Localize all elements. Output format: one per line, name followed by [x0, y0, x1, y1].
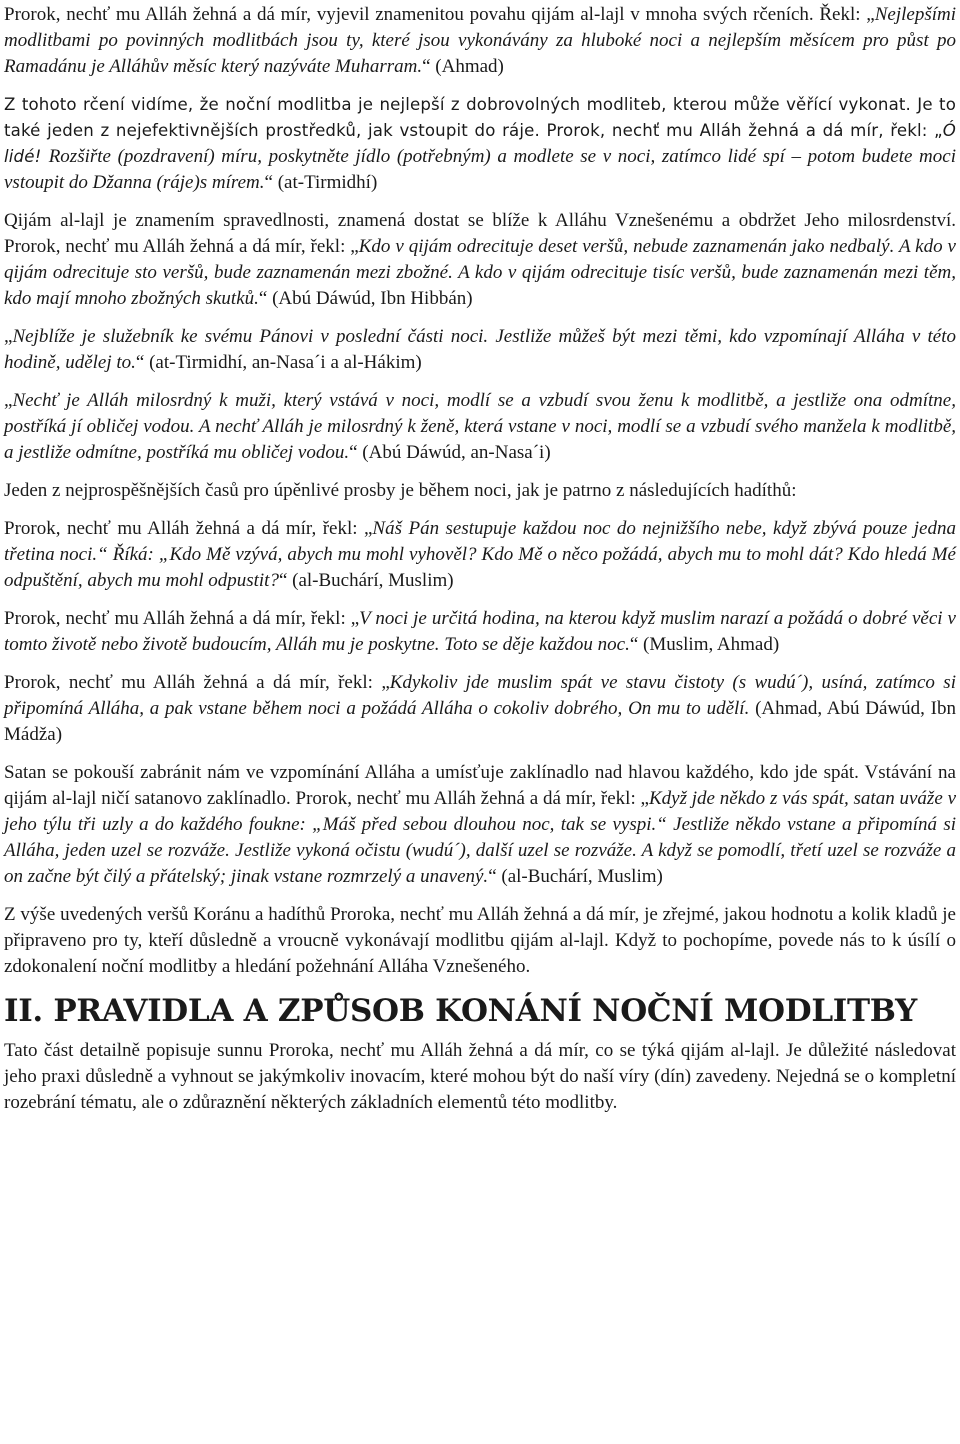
hadith-source: (Ahmad, Abú Dáwúd, Ibn Mádža) [4, 698, 956, 745]
hadith-quote: Nejblíže je služebník ke svému Pánovi v poslední části noci. Jestliže můžeš být mezi těmi, kdo vzpomínají Alláha v této hodině, udělej to. [4, 326, 956, 373]
text: Tato část detailně popisuje sunnu Proroka, nechť mu Alláh žehná a dá mír, co se týká qijám al-lajl. Je důležité následovat jeho praxi důsledně a vyhnout se jakýmkoliv inovacím, které mohou být do naší víry (dín) zavedeny. Nejedná se o kompletní rozebrání tématu, ale o zdůraznění některých základních elementů této modlitby. [4, 1040, 956, 1113]
paragraph-lord-descends [4, 516, 956, 594]
hadith-quote: Kdo v qijám odrecituje deset veršů, nebude zaznamenán jako nedbalý. A kdo v qijám odrecituje sto veršů, bude zaznamenán mezi zbožné. A kdo v qijám odrecituje tisíc veršů, bude zaznamenán mezi těm, kdo mají mnoho zbožných skutků. [4, 236, 956, 309]
paragraph-certain-hour [4, 606, 956, 658]
paragraph-section-intro [4, 1038, 956, 1116]
hadith-quote: Když jde někdo z vás spát, satan uváže v jeho týlu tři uzly a do každého foukne: „Máš před sebou dlouhou noc, tak se vyspi.“ Jestliže někdo vstane a připomíná si Alláha, jeden uzel se rozváže. Jestliže vykoná očistu (wudú´), další uzel se rozváže. A když se pomodlí, třetí uzel se rozváže a on začne být čilý a přátelský; jinak vstane rozmrzelý a unavený. [4, 788, 957, 887]
hadith-source: “ (Abú Dáwúd, Ibn Hibbán) [258, 288, 473, 309]
hadith-source: “ (at-Tirmidhí, an-Nasa´i a al-Hákim) [135, 352, 422, 373]
paragraph-satan-knots [4, 760, 956, 890]
text-intro: Z tohoto rčení vidíme, že noční modlitba je nejlepší z dobrovolných modliteb, kterou může věřící vykonat. Je to také jeden z nejefektivnějších prostředků, jak vstoupit do ráje. Prorok, nechť mu Alláh žehná a dá mír, řekl: „ [4, 95, 956, 140]
hadith-quote: Kdykoliv jde muslim spát ve stavu čistoty (s wudú´), usíná, zatímco si připomíná Alláha, a pak vstane během noci a požádá Alláha o cokoliv dobrého, On mu to udělí. [4, 672, 956, 719]
paragraph-closest-to-lord [4, 324, 956, 376]
paragraph-conclusion [4, 902, 956, 980]
hadith-quote: Nejlepšími modlitbami po povinných modlitbách jsou ty, které jsou vykonávány za hluboké noci a nejlepším měsícem pro půst po Ramadánu je Alláhův měsíc který nazýváte Muharram. [4, 4, 956, 77]
hadith-source: “ (al-Buchárí, Muslim) [488, 866, 663, 887]
paragraph-best-voluntary-prayer [4, 92, 956, 196]
hadith-source: “ (al-Buchárí, Muslim) [278, 570, 454, 591]
paragraph-mercy-on-spouses [4, 388, 956, 466]
hadith-quote: V noci je určitá hodina, na kterou když muslim narazí a požádá o dobré věci v tomto životě nebo životě budoucím, Alláh mu je poskytne. Toto se děje každou noc. [4, 608, 956, 655]
hadith-quote: Nechť je Alláh milosrdný k muži, který vstává v noci, modlí se a vzbudí svou ženu k modlitbě, a jestliže ona odmítne, postříká jí obličej vodou. A nechť Alláh je milosrdný k ženě, která vstane v noci, modlí se a vzbudí svého manžela k modlitbě, a jestliže odmítne, postříká mu obličej vodou. [4, 390, 956, 463]
paragraph-sleep-in-purity [4, 670, 956, 748]
text-intro: Qijám al-lajl je znamením spravedlnosti, znamená dostat se blíže k Alláhu Vznešenému a obdržet Jeho milosrdenství. Prorok, nechť mu Alláh žehná a dá mír, řekl: „ [4, 210, 956, 257]
text-intro: Prorok, nechť mu Alláh žehná a dá mír, vyjevil znamenitou povahu qijám al-lajl v mnoha svých rčeních. Řekl: „ [4, 4, 875, 25]
text: Z výše uvedených veršů Koránu a hadíthů Proroka, nechť mu Alláh žehná a dá mír, je zřejmé, jakou hodnotu a kolik kladů je připraveno pro ty, kteří důsledně a vroucně vykonávají modlitbu qijám al-lajl. Když to pochopíme, povede nás to k úsílí o zdokonalení noční modlitby a hledání požehnání Alláha Vznešeného. [4, 904, 956, 977]
hadith-source: “ (at-Tirmidhí) [264, 172, 378, 193]
text-intro: Prorok, nechť mu Alláh žehná a dá mír, řekl: „ [4, 672, 390, 693]
quote-open: „ [4, 326, 13, 347]
hadith-source: “ (Ahmad) [422, 56, 504, 77]
quote-open: „ [4, 390, 13, 411]
text-intro: Prorok, nechť mu Alláh žehná a dá mír, řekl: „ [4, 518, 373, 539]
text-intro: Satan se pokouší zabránit nám ve vzpomínání Alláha a umísťuje zaklínadlo nad hlavou každého, kdo jde spát. Vstávání na qijám al-lajl ničí satanovo zaklínadlo. Prorok, nechť mu Alláh žehná a dá mír, řekl: „ [4, 762, 956, 809]
text: Jeden z nejprospěšnějších časů pro úpěnlivé prosby je během noci, jak je patrno z následujících hadíthů: [4, 480, 797, 501]
hadith-quote-exclamation: Ó lidé! [4, 121, 956, 166]
text-intro: Prorok, nechť mu Alláh žehná a dá mír, řekl: „ [4, 608, 360, 629]
paragraph-sign-of-righteousness [4, 208, 956, 312]
hadith-source: “ (Abú Dáwúd, an-Nasa´i) [349, 442, 551, 463]
hadith-quote: Náš Pán sestupuje každou noc do nejnižšího nebe, když zbývá pouze jedna třetina noci.“ Říká: „Kdo Mě vzývá, abych mu mohl vyhověl? Kdo Mě o něco požádá, abych mu to mohl dát? Kdo hledá Mé odpuštění, abych mu mohl odpustit? [4, 518, 956, 591]
hadith-quote: Rozšiřte (pozdravení) míru, poskytněte jídlo (potřebným) a modlete se v noci, zatímco lidé spí – potom budete moci vstoupit do Džanna (ráje)s mírem. [4, 146, 956, 193]
hadith-source: “ (Muslim, Ahmad) [629, 634, 780, 655]
section-heading: II. PRAVIDLA A ZPŮSOB KONÁNÍ NOČNÍ MODLITBY [4, 993, 917, 1029]
paragraph-supplication-time [4, 478, 956, 504]
paragraph-night-prayer-merit [4, 2, 956, 80]
